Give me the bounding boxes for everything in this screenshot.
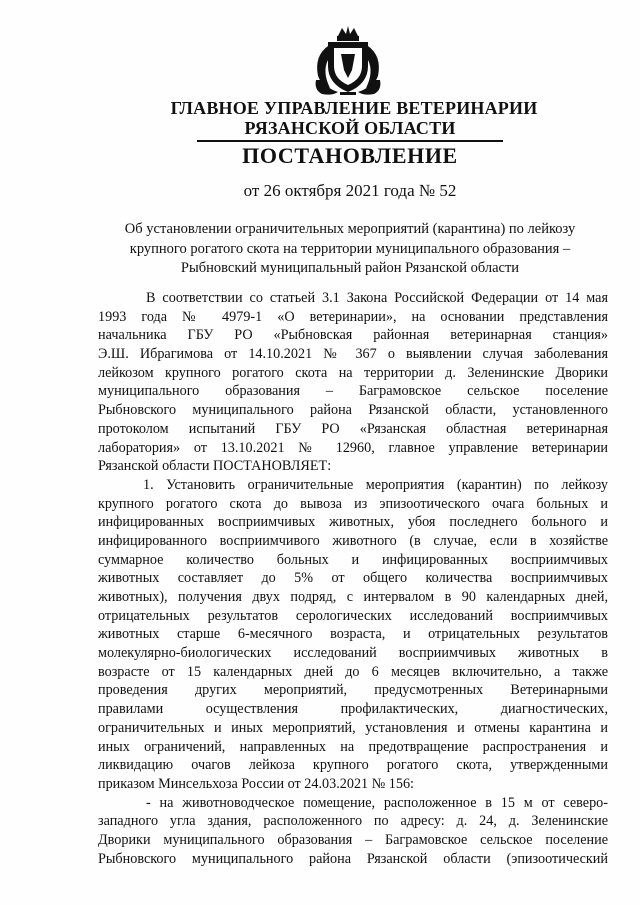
subject-line: крупного рогатого скота на территории муниципального образования –	[129, 240, 571, 257]
coat-of-arms-emblem	[308, 22, 388, 100]
document-type: ПОСТАНОВЛЕНИЕ	[242, 143, 458, 168]
document-subject	[112, 220, 588, 279]
body-line: суммарное количество больных и инфицированных восприимчивых	[98, 551, 608, 568]
body-line: Э.Ш. Ибрагимова от 14.10.2021 № 367 о выявлении случая заболевания	[98, 346, 608, 363]
body-line: В соответствии со статьей 3.1 Закона Российской Федерации от 14 мая	[146, 290, 608, 306]
subject-line: Об установлении ограничительных мероприятий (карантина) по лейкозу	[124, 221, 576, 237]
body-line: иных ограничений, направленных на предотвращение распространения и	[98, 738, 608, 755]
body-line: инфицированных восприимчивых животных, убоя последнего больного и	[98, 514, 608, 531]
body-line: ликвидацию очагов лейкоза крупного рогатого скота, утвержденными	[98, 757, 608, 774]
body-line: крупного рогатого скота до вывоза из эпизоотического очага больных и	[98, 495, 608, 512]
body-line: - на животноводческое помещение, расположенное в 15 м от северо-	[146, 794, 608, 811]
body-line: лаборатория» от 13.10.2021 № 12960, главное управление ветеринарии	[98, 439, 608, 456]
body-line: западного угла здания, расположенного по адресу: д. 24, д. Зеленинские	[98, 813, 608, 830]
body-line: ограничительных и иных мероприятий, установления и отмены карантина и	[98, 719, 608, 736]
organization-name: ГЛАВНОЕ УПРАВЛЕНИЕ ВЕТЕРИНАРИИ	[170, 98, 538, 118]
body-line: 1. Установить ограничительные мероприятия (карантин) по лейкозу	[143, 476, 608, 493]
header-divider	[197, 140, 503, 142]
document-date-number: от 26 октября 2021 года № 52	[243, 181, 457, 200]
body-line: Рязанской области ПОСТАНОВЛЯЕТ:	[98, 458, 332, 475]
body-line: Дворики муниципального образования – Баграмовское сельское поселение	[98, 831, 608, 848]
body-line: молекулярно-биологических исследований восприимчивых животных в	[98, 645, 608, 662]
body-line: муниципального образования – Баграмовское сельское поселение	[98, 383, 608, 400]
body-line: Рыбновского муниципального района Рязанской области (эпизоотический	[98, 850, 608, 867]
organization-region: РЯЗАНСКОЙ ОБЛАСТИ	[244, 118, 456, 138]
body-line: Рыбновского муниципального района Рязанской области, установленного	[98, 402, 608, 419]
body-line: возрасте от 15 календарных дней до 6 месяцев включительно, а также	[98, 663, 608, 680]
body-line: начальника ГБУ РО «Рыбновская районная ветеринарная станция»	[98, 327, 608, 344]
subject-line: Рыбновский муниципальный район Рязанской области	[180, 260, 520, 276]
body-line: животных составляет до 5% от общего количества восприимчивых	[98, 570, 608, 587]
body-line: отрицательных результатов серологических исследований восприимчивых	[98, 607, 608, 624]
body-line: животных), получения двух подряд, с интервалом в 90 календарных дней,	[98, 589, 608, 605]
body-line: проведения других мероприятий, предусмотренных Ветеринарными	[98, 682, 608, 699]
body-line: лейкозом крупного рогатого скота на территории д. Зеленинские Дворики	[98, 364, 608, 381]
body-line: протоколом испытаний ГБУ РО «Рязанская областная ветеринарная	[98, 420, 608, 437]
body-line: 1993 года № 4979-1 «О ветеринарии», на основании представления	[98, 308, 608, 325]
body-line: инфицированного восприимчивого животного (в случае, если в хозяйстве	[98, 532, 608, 549]
body-line: животных старше 6-месячного возраста, и отрицательных результатов	[98, 626, 608, 643]
body-line: приказом Минсельхоза России от 24.03.2021 № 156:	[98, 775, 414, 792]
body-line: правилами осуществления профилактических, диагностических,	[98, 701, 608, 718]
document-body	[98, 289, 608, 868]
